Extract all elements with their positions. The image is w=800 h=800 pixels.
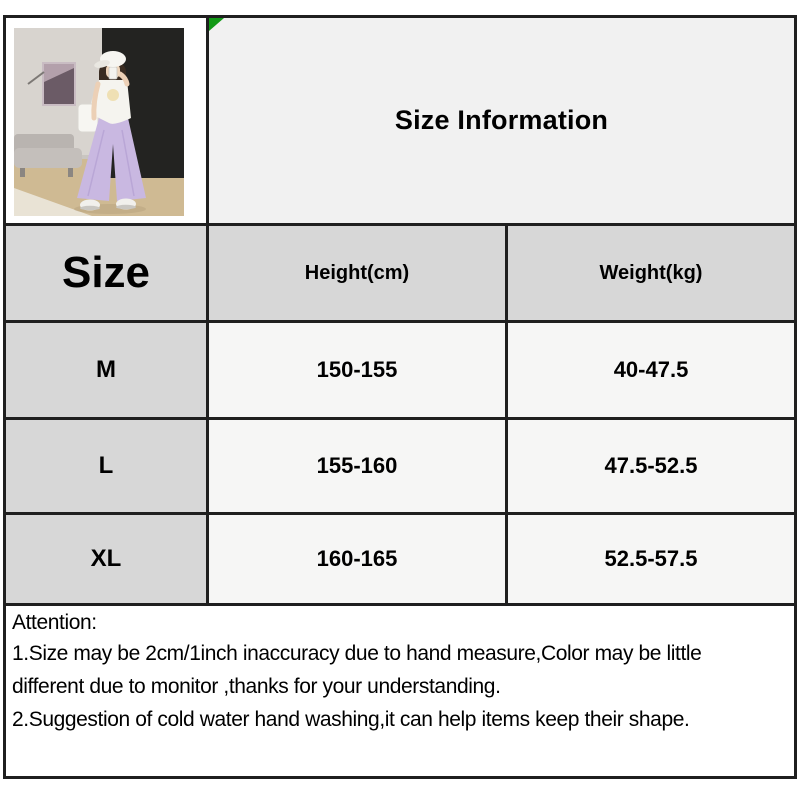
column-header-weight: Weight(kg) — [508, 226, 794, 320]
table-row-xl-size: XL — [6, 515, 206, 603]
photo-couch-leg — [68, 168, 73, 177]
table-row-m-size: M — [6, 323, 206, 417]
product-photo-cell — [6, 18, 206, 223]
table-row-xl-weight: 52.5-57.5 — [508, 515, 794, 603]
table-row-m-height: 150-155 — [209, 323, 505, 417]
model-photo — [14, 28, 184, 216]
table-row-l-size: L — [6, 420, 206, 512]
table-row-xl-height: 160-165 — [209, 515, 505, 603]
model-shoe-sole — [116, 205, 136, 209]
attention-note-box — [6, 606, 794, 776]
size-sheet-table — [3, 15, 797, 779]
title-cell — [209, 18, 794, 223]
model-shoe-sole — [80, 206, 100, 210]
attention-heading: Attention: — [12, 611, 97, 634]
table-row-l-height: 155-160 — [209, 420, 505, 512]
column-header-height: Height(cm) — [209, 226, 505, 320]
green-corner-flag-icon — [209, 18, 224, 31]
column-header-size: Size — [6, 226, 206, 320]
photo-couch-leg — [20, 168, 25, 177]
table-row-l-weight: 47.5-52.5 — [508, 420, 794, 512]
attention-note-1-line-1: 1.Size may be 2cm/1inch inaccuracy due to hand measure,Color may be little — [12, 642, 702, 665]
photo-couch-seat — [14, 148, 82, 168]
attention-note-1-line-2: different due to monitor ,thanks for your understanding. — [12, 675, 501, 698]
model-phone — [109, 67, 117, 79]
page-title: Size Information — [394, 105, 609, 135]
table-row-m-weight: 40-47.5 — [508, 323, 794, 417]
attention-note-2: 2.Suggestion of cold water hand washing,it can help items keep their shape. — [12, 708, 690, 731]
model-top-print — [107, 89, 119, 101]
model-top — [95, 80, 131, 124]
